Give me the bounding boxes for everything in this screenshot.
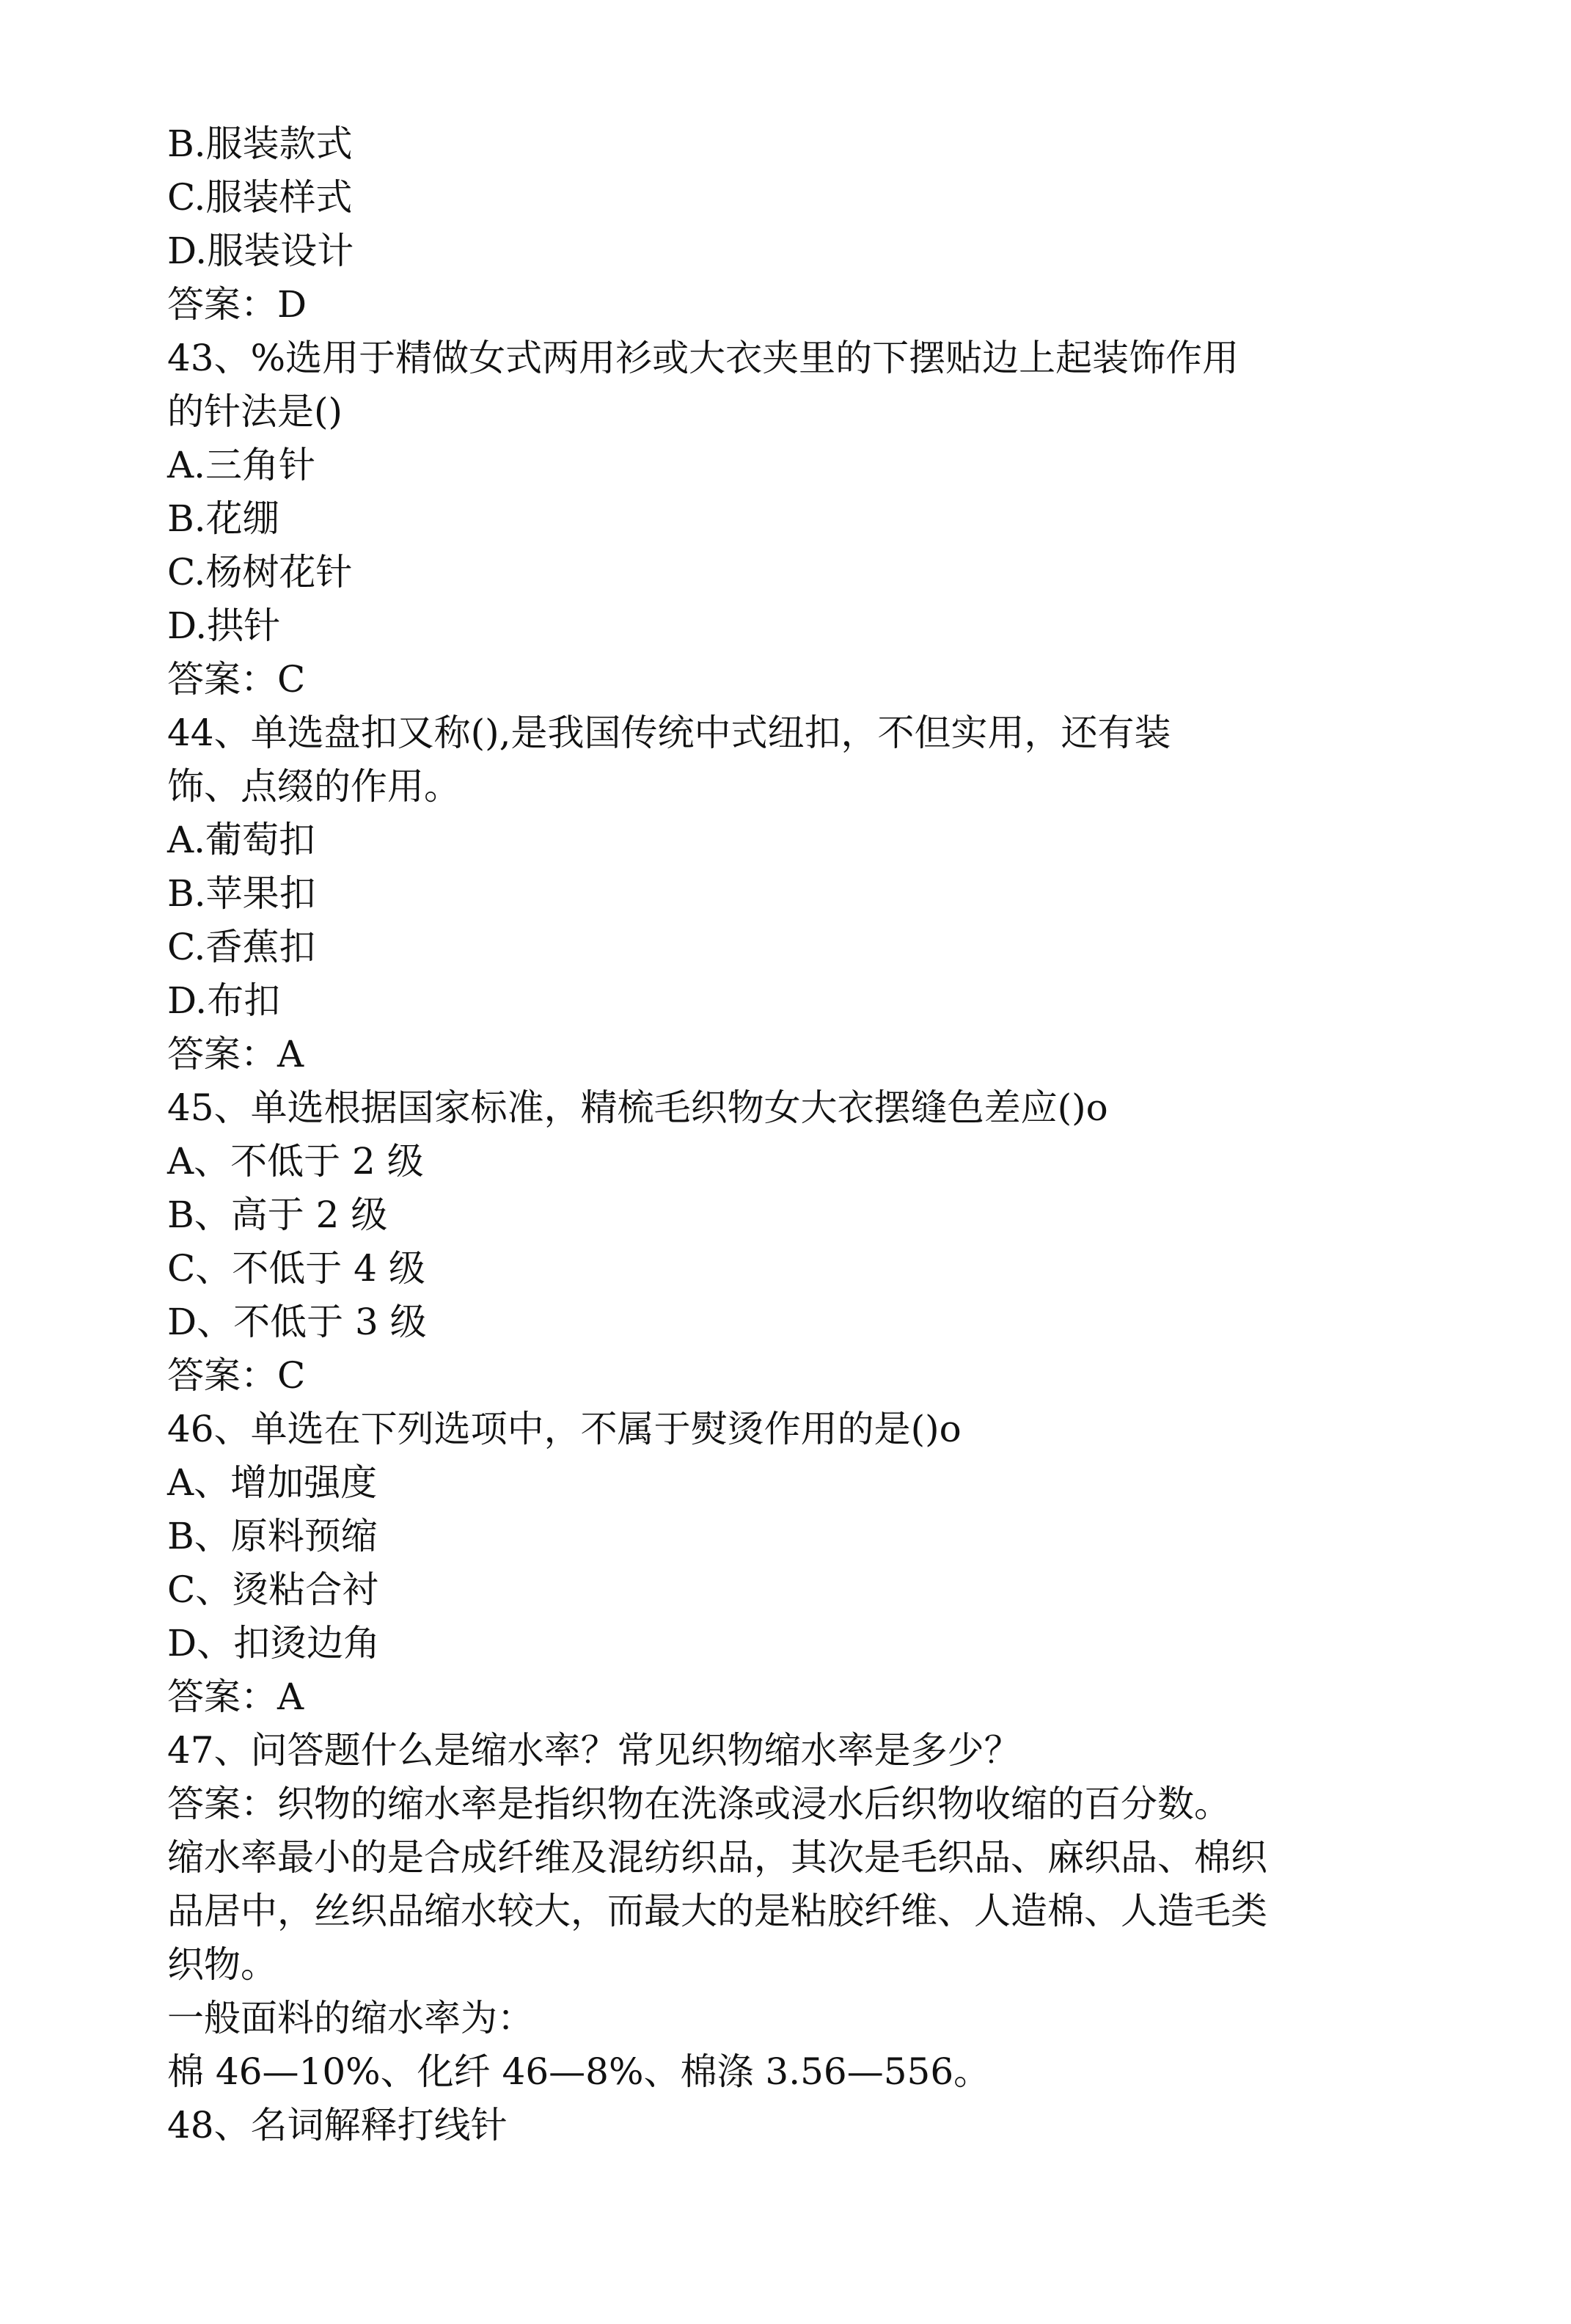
question-43: 43、%选用于精做女式两用衫或大衣夹里的下摆贴边上起装饰作用 (167, 337, 1239, 379)
answer-47-body: 一般面料的缩水率为： (167, 1997, 534, 2039)
option-c: C.香蕉扣 (167, 926, 316, 968)
question-47: 47、问答题什么是缩水率？常见织物缩水率是多少？ (167, 1729, 1021, 1772)
question-44-cont: 饰、点缀的作用。 (167, 765, 461, 808)
option-b: B、原料预缩 (167, 1515, 378, 1557)
answer-42: 答案：D (167, 283, 307, 326)
question-48: 48、名词解释打线针 (167, 2104, 508, 2146)
question-43-cont: 的针法是() (167, 390, 343, 433)
answer-47-body: 品居中，丝织品缩水较大，而最大的是粘胶纤维、人造棉、人造毛类 (167, 1890, 1267, 1932)
option-d: D.拱针 (167, 604, 281, 647)
option-b: B.苹果扣 (167, 872, 316, 915)
option-c: C.杨树花针 (167, 551, 353, 593)
answer-47-body: 棉 46—10%、化纤 46—8%、棉涤 3.56—556。 (167, 2050, 991, 2093)
option-c: C、烫粘合衬 (167, 1568, 379, 1611)
option-c: C.服装样式 (167, 176, 353, 219)
answer-45: 答案：C (167, 1354, 306, 1397)
option-b: B.花绷 (167, 497, 279, 540)
question-45: 45、单选根据国家标准，精梳毛织物女大衣摆缝色差应()o (167, 1086, 1108, 1129)
option-d: D.布扣 (167, 979, 281, 1022)
answer-46: 答案：A (167, 1676, 304, 1718)
option-c: C、不低于 4 级 (167, 1247, 425, 1290)
answer-47-body: 缩水率最小的是合成纤维及混纺织品，其次是毛织品、麻织品、棉织 (167, 1836, 1267, 1879)
question-44: 44、单选盘扣又称(),是我国传统中式纽扣，不但实用，还有装 (167, 712, 1171, 754)
option-d: D.服装设计 (167, 230, 354, 272)
answer-43: 答案：C (167, 658, 306, 701)
answer-47: 答案：织物的缩水率是指织物在洗涤或浸水后织物收缩的百分数。 (167, 1783, 1231, 1825)
answer-44: 答案：A (167, 1033, 304, 1075)
option-a: A、不低于 2 级 (167, 1140, 424, 1183)
option-d: D、不低于 3 级 (167, 1301, 427, 1343)
option-a: A.葡萄扣 (167, 819, 316, 861)
option-a: A.三角针 (167, 444, 316, 486)
question-46: 46、单选在下列选项中，不属于熨烫作用的是()o (167, 1408, 962, 1450)
option-b: B.服装款式 (167, 123, 353, 165)
option-b: B、高于 2 级 (167, 1194, 388, 1236)
answer-47-body: 织物。 (167, 1943, 277, 1986)
option-a: A、增加强度 (167, 1461, 378, 1504)
option-d: D、扣烫边角 (167, 1622, 381, 1665)
